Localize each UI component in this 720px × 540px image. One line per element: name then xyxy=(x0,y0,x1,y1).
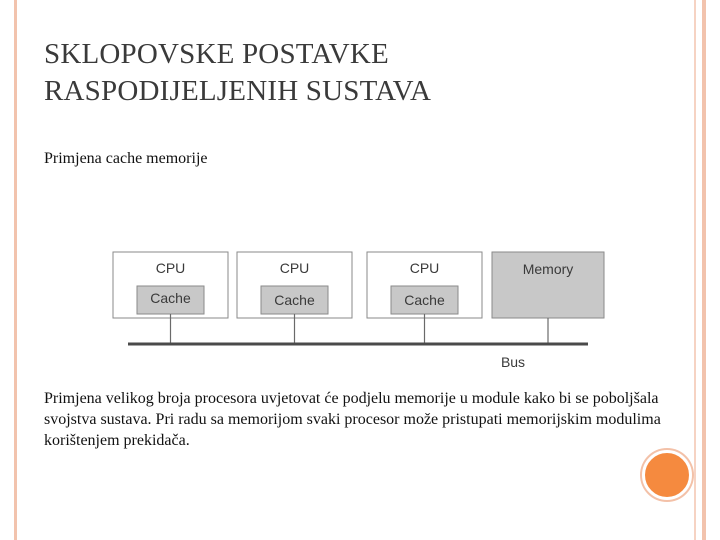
slide-subtitle: Primjena cache memorije xyxy=(44,150,208,167)
title-line-1: SKLOPOVSKE POSTAVKE xyxy=(44,38,389,70)
cpu-label-2: CPU xyxy=(279,260,310,276)
title-line-2: RASPODIJELJENIH SUSTAVA xyxy=(44,75,432,107)
body-paragraph: Primjena velikog broja procesora uvjetovat će podjelu memorije u module kako bi se poboljšala svojstva sustava. Pri radu sa memorijom svaki procesor može pristupati memorijskim modulima korištenjem prekidača. xyxy=(44,390,661,449)
cpu-label-1: CPU xyxy=(155,260,186,276)
cache-label-3: Cache xyxy=(404,292,445,308)
memory-label: Memory xyxy=(522,261,574,277)
cache-label-2: Cache xyxy=(274,292,315,308)
decorative-circle xyxy=(642,450,692,500)
left-border xyxy=(14,0,17,540)
cpu-label-3: CPU xyxy=(409,260,440,276)
cache-label-1: Cache xyxy=(150,290,191,306)
right-border-outer xyxy=(702,0,706,540)
right-border-inner xyxy=(694,0,696,540)
bus-label: Bus xyxy=(500,354,526,370)
cache-architecture-diagram xyxy=(108,248,608,378)
slide-title xyxy=(44,36,664,110)
